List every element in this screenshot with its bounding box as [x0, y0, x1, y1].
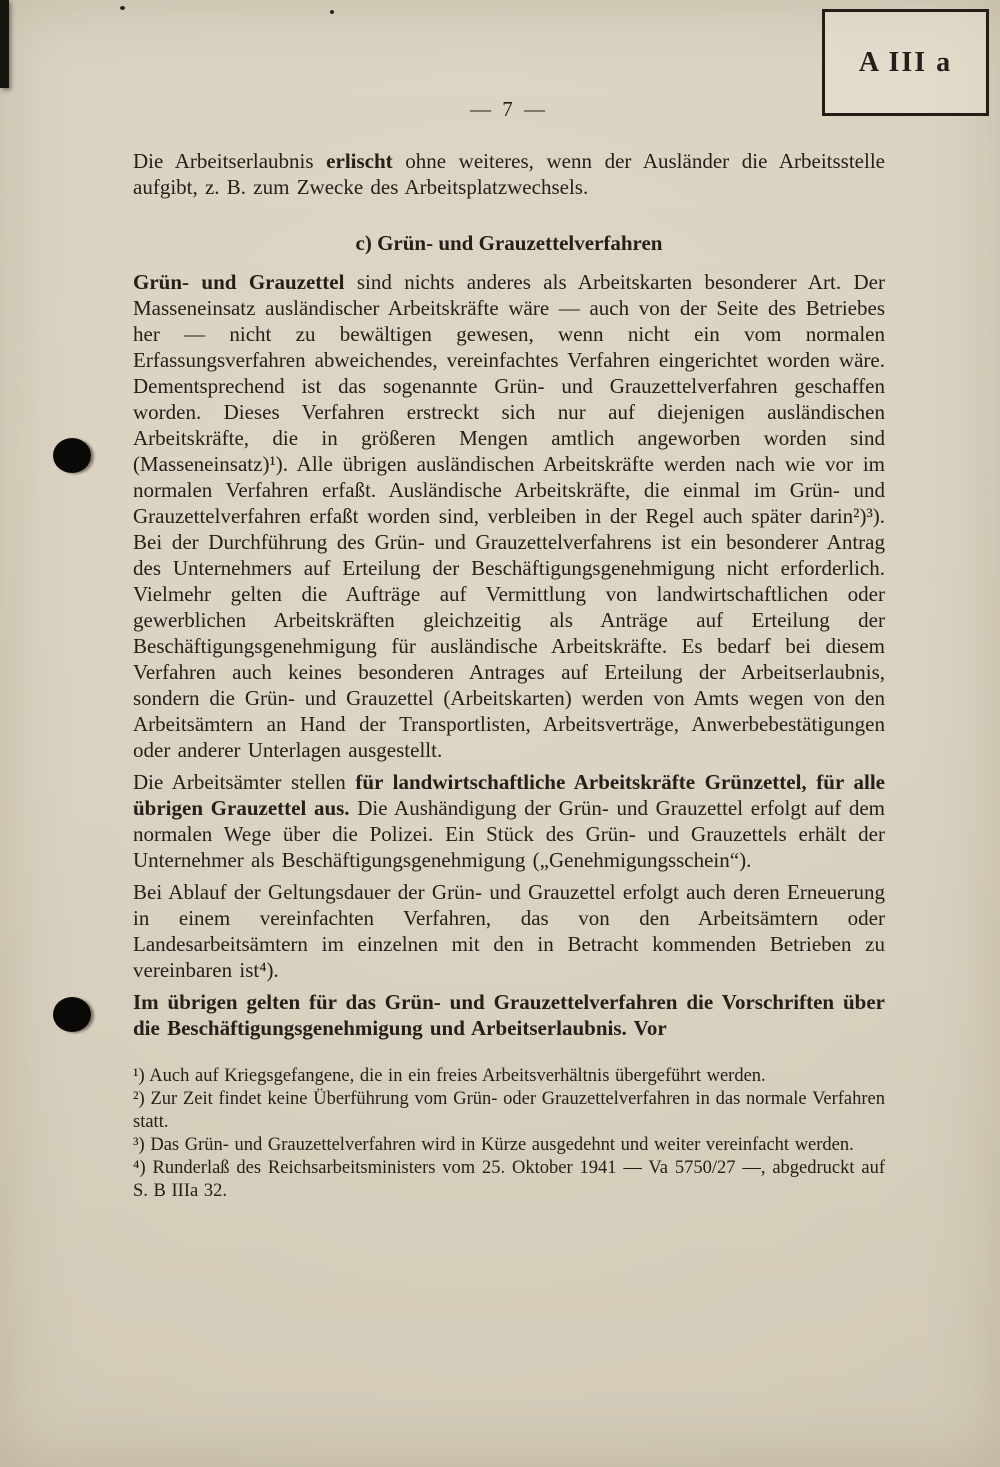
text-run: Grün- und Grauzettel: [133, 270, 345, 294]
text-run: Die Aushändigung der Grün- und Grauzettel erfolgt auf dem normalen Wege über die Polizei. Ein Stück des Grün- und Grauzettels erhält der Unternehmer als Beschäftigungsgenehmigung („Genehmigungsschein“).: [133, 796, 886, 872]
corner-label: A III a: [858, 46, 953, 78]
dust-speck: [120, 6, 125, 10]
paragraph-provisions: [133, 989, 885, 1041]
text-run: Die Arbeitsämter stellen: [133, 770, 356, 794]
text-run: sind nichts anderes als Arbeitskarten besonderer Art. Der Masseneinsatz ausländischer Arbeitskräfte wäre — auch von der Seite des Betriebes her — nicht zu bewältigen gewesen, wenn nicht ein vom normalen Erfassungsverfahren abweichendes, vereinfachtes Verfahren eingerichtet worden wäre. Dementsprechend ist das sogenannte Grün- und Grauzettelverfahren geschaffen worden. Dieses Verfahren erstreckt sich nur auf diejenigen ausländischen Arbeitskräfte, die in größeren Mengen amtlich angeworben worden sind (Masseneinsatz)¹). Alle übrigen ausländischen Arbeitskräfte werden nach wie vor im normalen Verfahren erfaßt. Ausländische Arbeitskräfte, die einmal im Grün- und Grauzettelverfahren erfaßt worden sind, verbleiben in der Regel auch später darin²)³). Bei der Durchführung des Grün- und Grauzettelverfahrens ist ein besonderer Antrag des Unternehmers auf Erteilung der Beschäftigungsgenehmigung nicht erforderlich. Vielmehr gelten die Aufträge auf Vermittlung von landwirtschaftlichen oder gewerblichen Arbeitskräften gleichzeitig als Anträge auf Erteilung der Beschäftigungsgenehmigung für ausländische Arbeitskräfte. Es bedarf bei diesem Verfahren auch keines besonderen Antrages auf Erteilung der Arbeitserlaubnis, sondern die Grün- und Grauzettel (Arbeitskarten) werden von Amts wegen von den Arbeitsämtern an Hand der Transportlisten, Arbeitsverträge, Anwerbebestätigungen oder anderer Unterlagen ausgestellt.: [133, 270, 885, 762]
punch-hole-bottom: [53, 997, 91, 1032]
paragraph-issuance: [133, 769, 885, 873]
section-heading: c) Grün- und Grauzettelverfahren: [355, 231, 663, 255]
text-run: für landwirtschaftliche Arbeitskräfte Grünzettel, für alle übrigen Grauzettel aus.: [133, 770, 885, 820]
footnotes-section: [133, 1065, 885, 1203]
scan-edge-artifact: [0, 0, 9, 88]
content-column: [133, 148, 885, 1203]
page-number: — 7 —: [470, 97, 548, 121]
text-run: ohne weiteres, wenn der Ausländer die Arbeitsstelle aufgibt, z. B. zum Zwecke des Arbeitsplatzwechsels.: [133, 149, 885, 199]
punch-hole-top: [53, 438, 91, 473]
footnote-1: ¹) Auch auf Kriegsgefangene, die in ein freies Arbeitsverhältnis übergeführt werden.: [133, 1066, 766, 1086]
footnote-2: ²) Zur Zeit findet keine Überführung vom Grün- oder Grauzettelverfahren in das normale Verfahren statt.: [133, 1089, 885, 1132]
paragraph-renewal: [133, 879, 885, 983]
intro-paragraph: [133, 148, 885, 200]
paragraph-gruen-grauzettel: [133, 269, 885, 763]
dust-speck: [330, 10, 334, 14]
footnote-4: ⁴) Runderlaß des Reichsarbeitsministers vom 25. Oktober 1941 — Va 5750/27 —, abgedruckt auf S. B IIIa 32.: [133, 1158, 885, 1201]
text-run: Bei Ablauf der Geltungsdauer der Grün- und Grauzettel erfolgt auch deren Erneuerung in einem vereinfachten Verfahren, das von den Arbeitsämtern oder Landesarbeitsämtern im einzelnen mit den in Betracht kommenden Betrieben zu vereinbaren ist⁴).: [133, 880, 885, 982]
text-run: erlischt: [326, 149, 393, 173]
text-run: Die Arbeitserlaubnis: [133, 149, 327, 173]
text-run: Im übrigen gelten für das Grün- und Grauzettelverfahren die Vorschriften über die Beschäftigungsgenehmigung und Arbeitserlaubnis. Vor: [133, 990, 885, 1040]
footnote-3: ³) Das Grün- und Grauzettelverfahren wird in Kürze ausgedehnt und weiter vereinfacht werden.: [133, 1135, 854, 1155]
